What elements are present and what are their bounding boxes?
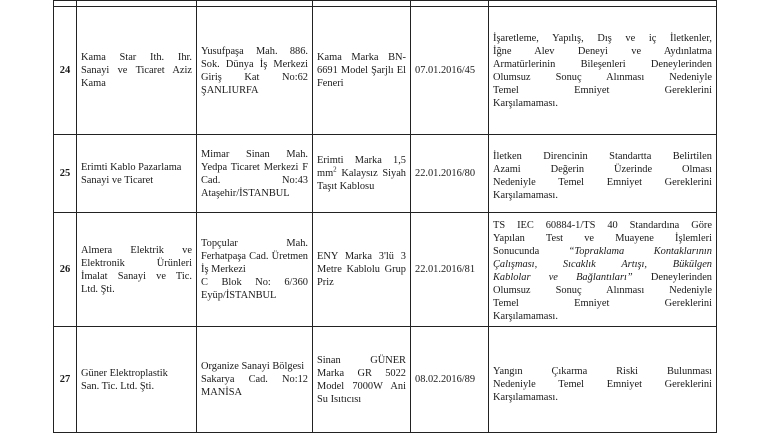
company-line: Kama Star Ith. Ihr. xyxy=(81,52,192,63)
reason-cell xyxy=(489,7,717,135)
reason-line: Yangın Çıkarma Riski Bulunması xyxy=(493,366,712,377)
reason-line: Temel Emniyet Gereklerini xyxy=(493,298,712,309)
address-line: Cad. No:43 xyxy=(201,174,308,186)
address-cell xyxy=(197,327,313,433)
address-line: Topçular Mah. xyxy=(201,238,308,249)
decision-date: 08.02.2016/89 xyxy=(411,327,489,433)
reason-italic-text: Çalışması, Sıcaklık Artışı, Bükülgen xyxy=(493,259,712,270)
company-line: İmalat Sanayi ve Tic. xyxy=(81,270,192,282)
reason-text: Deneylerinden xyxy=(632,272,712,283)
reason-cell xyxy=(489,327,717,433)
product-line: ENY Marka 3'lü 3 xyxy=(317,251,406,262)
address-line: C Blok No: 6/360 xyxy=(201,277,308,288)
reason-line: Olumsuz Sonuç Alınması Nedeniyle xyxy=(493,285,712,296)
decision-date: 22.01.2016/80 xyxy=(411,135,489,213)
address-line: Sakarya Cad. No:12 xyxy=(201,374,308,385)
reason-cell xyxy=(489,213,717,327)
reason-line xyxy=(493,271,712,284)
address-line: Giriş Kat No:62 xyxy=(201,71,308,83)
product-line: 6691 Model Şarjlı El xyxy=(317,65,406,76)
company-line: Almera Elektrik ve xyxy=(81,244,192,256)
product-line: Metre Kablolu Grup xyxy=(317,264,406,275)
product-unit-sup: 2 xyxy=(333,165,337,174)
product-line: Feneri xyxy=(317,78,344,89)
table-row xyxy=(54,213,717,327)
product-text: Kalaysız Siyah xyxy=(336,168,406,179)
product-line: Model 7000W Ani xyxy=(317,380,406,392)
reason-line: Nedeniyle Temel Emniyet Gereklerini xyxy=(493,176,712,188)
table-row xyxy=(54,327,717,433)
reason-line: Yapılan Test ve Muayene İşlemleri xyxy=(493,233,712,244)
company-line: Erimti Kablo Pazarlama xyxy=(81,161,182,173)
reason-italic-text: Kablolar ve Bağlantıları” xyxy=(493,272,633,283)
reason-cell xyxy=(489,135,717,213)
address-line: Yusufpaşa Mah. 886. xyxy=(201,45,308,57)
product-recall-table xyxy=(53,0,717,433)
reason-line: Armatürlerinin Bileşenleri Deneylerinden xyxy=(493,58,712,70)
product-line: Taşıt Kablosu xyxy=(317,181,375,192)
product-line: Priz xyxy=(317,277,334,288)
company-line: Elektronik Ürünleri xyxy=(81,257,192,269)
address-line: ŞANLIURFA xyxy=(201,84,259,96)
company-cell xyxy=(77,7,197,135)
reason-line xyxy=(493,258,712,271)
reason-line: İğne Alev Deneyi ve Aydınlatma xyxy=(493,45,712,57)
address-line: Eyüp/İSTANBUL xyxy=(201,290,277,301)
company-cell xyxy=(77,327,197,433)
reason-line: Temel Emniyet Gereklerini xyxy=(493,84,712,96)
row-number: 27 xyxy=(54,327,77,433)
address-line: MANİSA xyxy=(201,387,242,398)
reason-line: Karşılamaması. xyxy=(493,189,558,201)
table-row xyxy=(54,135,717,213)
reason-line: Nedeniyle Temel Emniyet Gereklerini xyxy=(493,379,712,390)
reason-line: Olumsuz Sonuç Alınması Nedeniyle xyxy=(493,71,712,83)
address-line: Organize Sanayi Bölgesi xyxy=(201,361,305,372)
decision-date: 22.01.2016/81 xyxy=(411,213,489,327)
company-cell xyxy=(77,213,197,327)
product-unit: mm xyxy=(317,168,334,179)
reason-line: Karşılamaması. xyxy=(493,97,558,109)
row-number: 25 xyxy=(54,135,77,213)
product-line: Marka GR 5022 xyxy=(317,367,406,379)
decision-date: 07.01.2016/45 xyxy=(411,7,489,135)
reason-text: Sonucunda xyxy=(493,246,569,257)
address-line: Sok. Dünya İş Merkezi xyxy=(201,58,308,70)
reason-line: Karşılamaması. xyxy=(493,392,558,403)
company-line: Sanayi ve Ticaret xyxy=(81,174,154,186)
reason-line: Karşılamaması. xyxy=(493,311,558,322)
address-cell xyxy=(197,135,313,213)
company-line: Ltd. Şti. xyxy=(81,283,115,295)
row-number: 24 xyxy=(54,7,77,135)
product-line: Kama Marka BN- xyxy=(317,52,406,63)
address-line: İş Merkezi xyxy=(201,264,246,275)
reason-line: TS IEC 60884-1/TS 40 Standardına Göre xyxy=(493,220,712,231)
product-line: Sinan GÜNER xyxy=(317,354,406,366)
address-line: Yedpa Ticaret Merkezi F xyxy=(201,161,308,173)
product-line: Su Isıtıcısı xyxy=(317,393,362,405)
product-cell xyxy=(313,327,411,433)
product-cell xyxy=(313,7,411,135)
company-line: Güner Elektroplastik xyxy=(81,367,168,379)
product-line xyxy=(317,167,406,180)
reason-line xyxy=(493,245,712,258)
company-line: San. Tic. Ltd. Şti. xyxy=(81,380,155,392)
reason-line: Azami Değerin Üzerinde Olması xyxy=(493,163,712,175)
address-line: Ataşehir/İSTANBUL xyxy=(201,187,290,199)
address-cell xyxy=(197,213,313,327)
address-line: Mimar Sinan Mah. xyxy=(201,148,308,160)
company-line: Kama xyxy=(81,78,106,89)
address-cell xyxy=(197,7,313,135)
table-row xyxy=(54,7,717,135)
reason-line: İletken Direncinin Standartta Belirtilen xyxy=(493,150,712,162)
company-cell xyxy=(77,135,197,213)
address-line: Ferhatpaşa Cad. Üretmen xyxy=(201,251,308,262)
reason-line: İşaretleme, Yapılış, Dış ve iç İletkenler, xyxy=(493,32,712,44)
row-number: 26 xyxy=(54,213,77,327)
product-cell xyxy=(313,135,411,213)
company-line: Sanayi ve Ticaret Aziz xyxy=(81,65,192,76)
reason-italic-text: “Topraklama Kontaklarının xyxy=(568,246,712,257)
product-line: Erimti Marka 1,5 xyxy=(317,155,406,166)
product-cell xyxy=(313,213,411,327)
